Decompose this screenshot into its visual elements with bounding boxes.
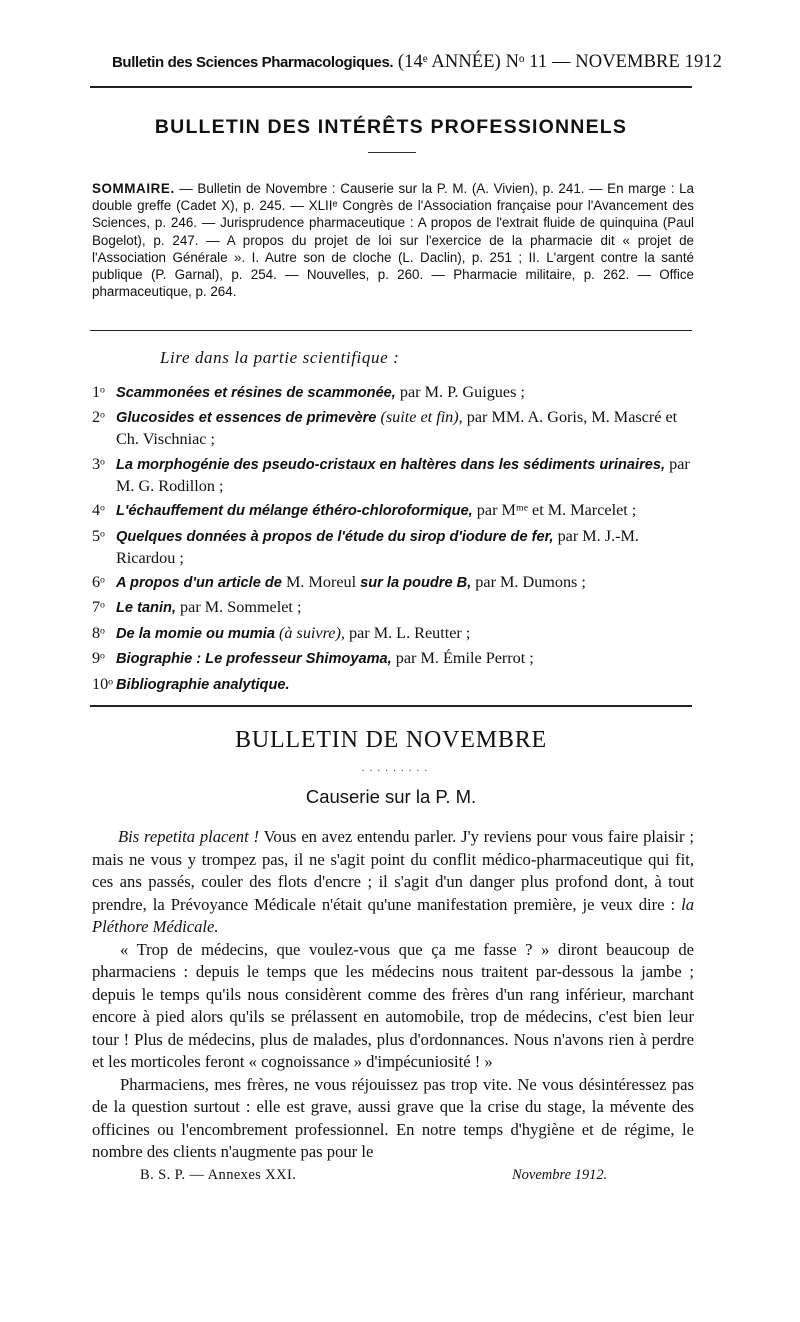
subsection-title: Causerie sur la P. M. <box>305 786 477 807</box>
toc-item <box>92 674 696 696</box>
toc-title: Bibliographie analytique. <box>116 676 290 693</box>
toc-item <box>92 407 696 450</box>
article-body <box>92 826 694 1164</box>
toc-item <box>92 597 696 619</box>
journal-name: Bulletin des Sciences Pharmacologiques. <box>112 54 394 71</box>
toc-number: 1ᵒ <box>92 383 105 401</box>
toc-number: 10ᵒ <box>92 674 113 693</box>
footer-reference: B. S. P. — Annexes XXI. <box>140 1167 297 1183</box>
toc-number: 9ᵒ <box>92 649 105 668</box>
toc-author: par M. P. Guigues ; <box>395 383 525 401</box>
toc-item <box>92 623 696 645</box>
running-header <box>112 52 723 73</box>
issue-number: Nᵒ 11 — NOVEMBRE 1912 <box>505 52 723 72</box>
sommaire-label: SOMMAIRE. <box>92 181 175 196</box>
title-divider <box>368 152 416 153</box>
toc-author: par M. Émile Perrot ; <box>391 649 534 668</box>
toc-number: 7ᵒ <box>92 598 105 617</box>
toc-number: 5ᵒ <box>92 526 105 545</box>
section-ornament: · · · · · · · · · <box>361 766 429 777</box>
toc-title: A propos d'un article de <box>116 574 282 591</box>
toc-author: par M. L. Reutter ; <box>344 623 471 642</box>
journal-year: (14ᵉ ANNÉE) <box>397 52 501 72</box>
toc-author: par Mᵐᵉ et M. Marcelet ; <box>472 501 637 520</box>
toc-author: par M. G. Rodillon ; <box>116 454 690 495</box>
lire-heading: Lire dans la partie scientifique : <box>160 348 400 367</box>
toc-note: (à suivre), <box>274 623 345 642</box>
toc-title: L'échauffement du mélange éthéro-chloroformique, <box>116 503 473 520</box>
toc-author: M. Moreul <box>281 572 361 591</box>
toc-item <box>92 572 696 594</box>
toc-number: 4ᵒ <box>92 501 105 520</box>
toc-item <box>92 500 696 522</box>
header-rule <box>90 86 692 88</box>
toc-number: 8ᵒ <box>92 623 105 642</box>
sommaire-text: — Bulletin de Novembre : Causerie sur la P. M. (A. Vivien), p. 241. — En marge : La double greffe (Cadet X), p. 245. — XLIIᵉ Congrès de l'Association française pour l'Avancement des Sciences, p. 246. — Jurisprudence pharmaceutique : A propos de l'extrait fluide de quinquina (Paul Bogelot), p. 247. — A propos du projet de loi sur l'exercice de la pharmacie dit « projet de l'Association Générale ». I. Autre son de cloche (L. Daclin), p. 251 ; II. L'argent contre la santé publique (P. Garnal), p. 254. — Nouvelles, p. 260. — Pharmacie militaire, p. 262. — Office pharmaceutique, p. 264. <box>92 181 694 300</box>
contents-rule <box>90 705 692 707</box>
toc-author: par M. Sommelet ; <box>176 598 302 617</box>
main-title: BULLETIN DES INTÉRÊTS PROFESSIONNELS <box>154 116 628 138</box>
toc-number: 6ᵒ <box>92 572 105 591</box>
toc-author: par M. J.-M. Ricardou ; <box>116 526 639 567</box>
toc-title-continued: sur la poudre B, <box>360 574 472 591</box>
paragraph-2: « Trop de médecins, que voulez-vous que ça me fasse ? » diront beaucoup de pharmaciens : depuis le temps que les médecins nous traitent par-dessous la jambe ; depuis le temps qu'ils nous considèrent comme des frères d'un rang inférieur, marchant encore à pied alors qu'ils se prélassent en automobile, trop de médecins, c'est bien leur tour ! Plus de médecins, plus de malades, plus d'ordonnances. Nous n'avons rien à perdre et les morticoles feront « cognoissance » d'impécuniosité ! » <box>92 939 694 1071</box>
toc-number: 2ᵒ <box>92 408 105 427</box>
toc-item <box>92 526 696 569</box>
toc-title: De la momie ou mumia <box>116 625 275 642</box>
scientific-contents-list <box>92 382 696 699</box>
section-title: BULLETIN DE NOVEMBRE <box>235 727 547 753</box>
toc-number: 3ᵒ <box>92 454 105 473</box>
paragraph-1 <box>92 826 694 939</box>
toc-title: Glucosides et essences de primevère <box>116 410 377 427</box>
toc-title: Le tanin, <box>116 600 176 617</box>
toc-title: Scammonées et résines de scammonée, <box>116 385 396 401</box>
sommaire-block <box>92 180 694 300</box>
toc-title: La morphogénie des pseudo-cristaux en haltères dans les sédiments urinaires, <box>116 456 666 473</box>
toc-author-continued: par M. Dumons ; <box>471 572 586 591</box>
paragraph-3: Pharmaciens, mes frères, ne vous réjouissez pas trop vite. Ne vous désintéressez pas de la question surtout : elle est grave, aussi grave que la crise du stage, la mévente des officines ou l'encombrement professionnel. En notre temps d'hygiène et de régime, le nombre des clients n'augmente pas pour le <box>92 1074 694 1161</box>
paragraph-1-opening: Bis repetita placent ! <box>118 827 260 846</box>
paragraph-1-end: la Pléthore Médicale. <box>92 894 694 936</box>
toc-note: (suite et fin), <box>376 408 463 427</box>
toc-item <box>92 382 696 404</box>
footer-date: Novembre 1912. <box>512 1167 608 1183</box>
paragraph-1-text: Vous en avez entendu parler. J'y reviens pour vous faire plaisir ; mais ne vous y trompez pas, il ne s'agit point du conflit médico-pharmaceutique qui fit, ces ans passés, couler des flots d'encre ; il s'agit d'un danger plus profond dont, à tout prendre, la Prévoyance Médicale n'était qu'une manifestation première, je veux dire : <box>92 827 694 914</box>
toc-title: Biographie : Le professeur Shimoyama, <box>116 651 392 668</box>
toc-item <box>92 648 696 670</box>
toc-title: Quelques données à propos de l'étude du sirop d'iodure de fer, <box>116 528 554 545</box>
sommaire-rule <box>90 330 692 331</box>
toc-item <box>92 454 696 497</box>
toc-author: par MM. A. Goris, M. Mascré et Ch. Vischniac ; <box>116 408 678 449</box>
